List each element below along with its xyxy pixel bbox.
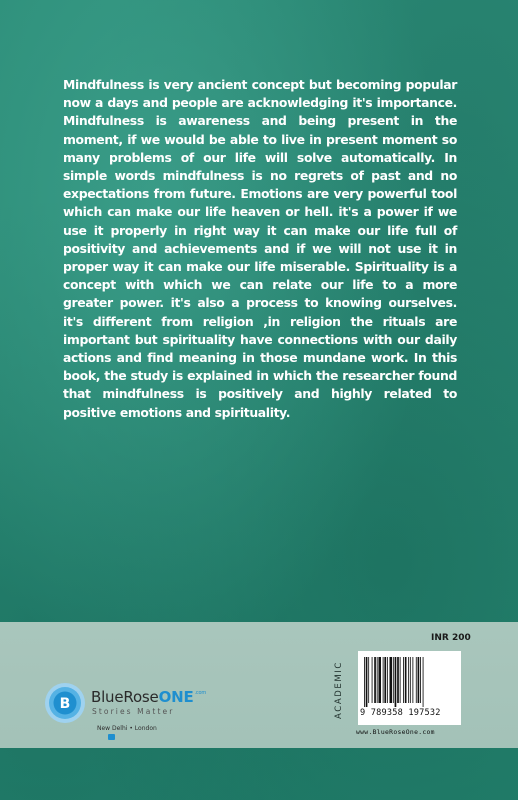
isbn-barcode <box>363 657 456 707</box>
isbn-number: 9 789358 197532 <box>360 708 441 718</box>
category-label: ACADEMIC <box>334 661 344 719</box>
publisher-website: www.BlueRoseOne.com <box>356 728 435 736</box>
brand-accent: ONE <box>158 688 194 706</box>
brand-tagline: Stories Matter <box>92 707 175 716</box>
small-brand-mark <box>108 734 115 740</box>
price-label: INR 200 <box>431 633 471 643</box>
publisher-cities: New Delhi • London <box>97 725 157 732</box>
publisher-logo <box>44 682 294 742</box>
isbn-barcode-box <box>358 651 461 725</box>
book-blurb: Mindfulness is very ancient concept but becoming popular now a days and people are acknowledging it's importance. Mindfulness is awareness and being present in the moment, if we would be able to live in present moment so many problems of our life will solve automatically. In simple words mindfulness is no regrets of past and no expectations from future. Emotions are very powerful tool which can make our life heaven or hell. it's a power if we use it properly in right way it can make our life full of positivity and achievements and if we will not use it in proper way it can make our life miserable. Spirituality is a concept with which we can relate our life to a more greater power. it's also a process to knowing ourselves. it's different from religion ,in religion the rituals are important but spirituality have connections with our daily actions and find meaning in those mundane work. In this book, the study is explained in which the researcher found that mindfulness is positively and highly related to positive emotions and spirituality. <box>63 77 457 420</box>
logo-letter: B <box>59 696 71 712</box>
brand-main: BlueRose <box>91 688 159 706</box>
brand-name <box>91 688 206 706</box>
bluerose-b-logo-icon <box>44 682 86 724</box>
brand-suffix: .com <box>194 690 206 696</box>
